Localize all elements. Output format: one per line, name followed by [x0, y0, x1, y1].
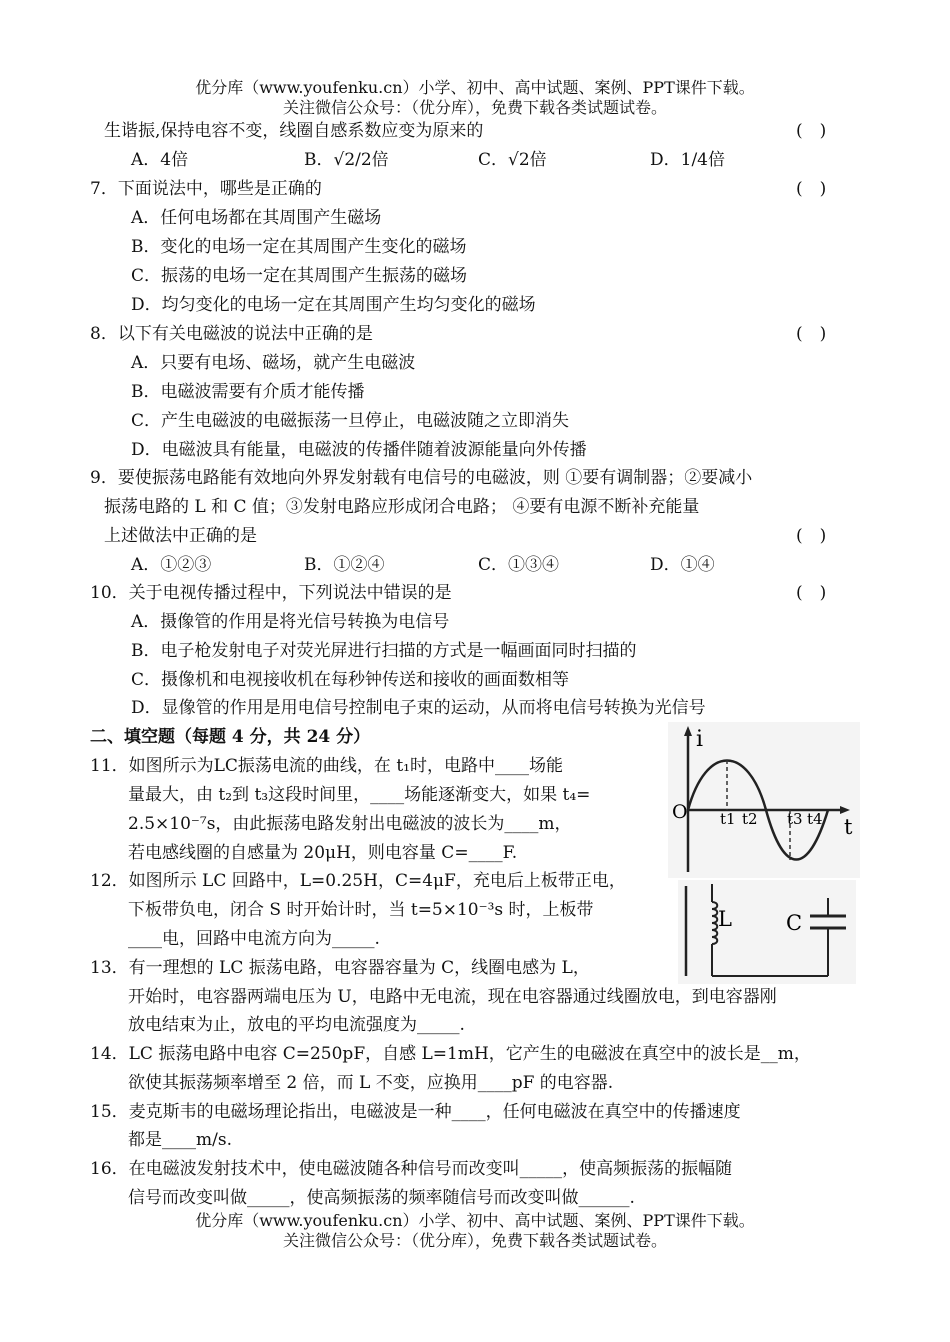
q10-option-a: A．摄像管的作用是将光信号转换为电信号 — [131, 612, 450, 632]
q14-line-2: 欲使其振荡频率增至 2 倍，而 L 不变，应换用____pF 的电容器. — [128, 1073, 614, 1093]
q8-option-d: D．电磁波具有能量，电磁波的传播伴随着波源能量向外传播 — [131, 440, 587, 460]
q10-option-b: B．电子枪发射电子对荧光屏进行扫描的方式是一幅画面同时扫描的 — [131, 641, 637, 661]
footer-line-2: 关注微信公众号：（优分库），免费下载各类试题试卷。 — [282, 1231, 667, 1250]
q16-line-1: 16．在电磁波发射技术中，使电磁波随各种信号而改变叫_____，使高频振荡的振幅随 — [90, 1159, 733, 1179]
q6-text: 生谐振,保持电容不变，线圈自感系数应变为原来的 — [104, 121, 484, 141]
q11-line-3: 2.5×10⁻⁷s，由此振荡电路发射出电磁波的波长为____m， — [128, 814, 572, 834]
header-line-2: 关注微信公众号：（优分库），免费下载各类试题试卷。 — [282, 98, 667, 117]
q7-option-d: D．均匀变化的电场一定在其周围产生均匀变化的磁场 — [131, 295, 536, 315]
q9-line-1: 9．要使振荡电路能有效地向外界发射载有电信号的电磁波，则 ①要有调制器；②要减小 — [90, 468, 753, 488]
q15-line-2: 都是____m/s. — [128, 1130, 232, 1150]
inductor-coil — [712, 902, 717, 944]
q9-line-2: 振荡电路的 L 和 C 值；③发射电路应形成闭合电路； ④要有电源不断补充能量 — [104, 497, 700, 517]
axis-label-t: t — [844, 815, 853, 839]
q11-line-1: 11．如图所示为LC振荡电流的曲线，在 t₁时，电路中____场能 — [90, 756, 563, 776]
q6-answer-paren: ( ) — [796, 121, 827, 141]
q7-answer-paren: ( ) — [796, 179, 827, 199]
q15-line-1: 15．麦克斯韦的电磁场理论指出，电磁波是一种____，任何电磁波在真空中的传播速度 — [90, 1102, 741, 1122]
q12-line-3: ____电，回路中电流方向为_____. — [128, 929, 380, 949]
q10-option-d: D．显像管的作用是用电信号控制电子束的运动，从而将电信号转换为光信号 — [131, 698, 706, 718]
origin-label: O — [672, 801, 688, 823]
q13-line-1: 13．有一理想的 LC 振荡电路，电容器容量为 C，线圈电感为 L， — [90, 958, 590, 978]
q8-option-a: A．只要有电场、磁场，就产生电磁波 — [131, 353, 416, 373]
q7-option-a: A．任何电场都在其周围产生磁场 — [131, 208, 382, 228]
q8-option-b: B．电磁波需要有介质才能传播 — [131, 382, 365, 402]
q9-answer-paren: ( ) — [796, 526, 827, 546]
q16-line-2: 信号而改变叫做_____，使高频振荡的频率随信号而改变叫做______. — [128, 1188, 635, 1208]
q12-line-2: 下板带负电，闭合 S 时开始计时，当 t=5×10⁻³s 时，上板带 — [128, 900, 594, 920]
q11-line-4: 若电感线圈的自感量为 20μH，则电容量 C=____F. — [128, 843, 518, 863]
q10-answer-paren: ( ) — [796, 583, 827, 603]
q6-option-b: B．√2/2倍 — [304, 150, 389, 170]
q7-option-b: B．变化的电场一定在其周围产生变化的磁场 — [131, 237, 467, 257]
q8-stem: 8．以下有关电磁波的说法中正确的是 — [90, 324, 373, 344]
q6-option-d: D．1/4倍 — [650, 150, 725, 170]
q6-option-a: A．4倍 — [131, 150, 189, 170]
q11-line-2: 量最大，由 t₂到 t₃这段时间里，____场能逐渐变大，如果 t₄= — [128, 785, 591, 805]
capacitor-label: C — [786, 911, 803, 935]
footer-line-1: 优分库（www.youfenku.cn）小学、初中、高中试题、案例、PPT课件下载。 — [195, 1211, 755, 1230]
q6-option-c: C．√2倍 — [478, 150, 547, 170]
q10-option-c: C．摄像机和电视接收机在每秒钟传送和接收的画面数相等 — [131, 670, 570, 690]
q7-stem: 7．下面说法中，哪些是正确的 — [90, 179, 322, 199]
q13-line-3: 放电结束为止，放电的平均电流强度为_____. — [128, 1015, 465, 1035]
current-curve-figure — [668, 722, 860, 878]
inductor-label: L — [718, 907, 732, 931]
q14-line-1: 14．LC 振荡电路中电容 C=250pF，自感 L=1mH，它产生的电磁波在真空中的波长是__m， — [90, 1044, 811, 1064]
lc-circuit-figure — [678, 880, 856, 984]
t1-label: t1 — [720, 810, 736, 828]
q9-option-d: D．①④ — [650, 555, 715, 575]
q13-line-2: 开始时，电容器两端电压为 U，电路中无电流，现在电容器通过线圈放电，到电容器刚 — [128, 987, 777, 1007]
q10-stem: 10．关于电视传播过程中，下列说法中错误的是 — [90, 583, 452, 603]
q9-option-a: A．①②③ — [131, 555, 212, 575]
axis-label-i: i — [696, 727, 704, 752]
figure-background — [678, 880, 856, 984]
t4-label: t4 — [807, 810, 823, 828]
q9-option-b: B．①②④ — [304, 555, 385, 575]
q12-line-1: 12．如图所示 LC 回路中，L=0.25H，C=4μF，充电后上板带正电， — [90, 871, 626, 891]
header-line-1: 优分库（www.youfenku.cn）小学、初中、高中试题、案例、PPT课件下载。 — [195, 78, 755, 97]
t2-label: t2 — [742, 810, 758, 828]
q8-option-c: C．产生电磁波的电磁振荡一旦停止，电磁波随之立即消失 — [131, 411, 570, 431]
t3-label: t3 — [787, 810, 803, 828]
q9-option-c: C．①③④ — [478, 555, 560, 575]
q7-option-c: C．振荡的电场一定在其周围产生振荡的磁场 — [131, 266, 468, 286]
q8-answer-paren: ( ) — [796, 324, 827, 344]
section-2-heading: 二、填空题（每题 4 分，共 24 分） — [90, 727, 371, 747]
q9-line-3: 上述做法中正确的是 — [104, 526, 257, 546]
